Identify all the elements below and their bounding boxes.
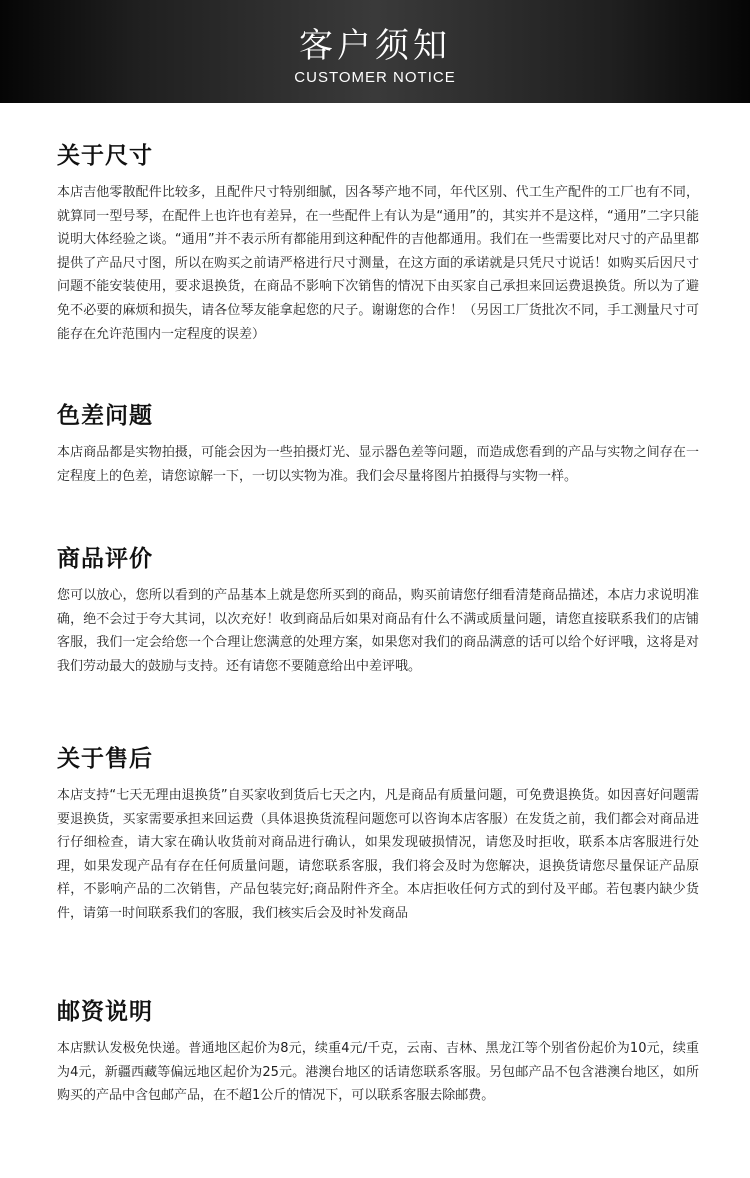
section-body: 本店吉他零散配件比较多，且配件尺寸特别细腻，因各琴产地不同，年代区别、代工生产配件的工厂也有不同，就算同一型号琴，在配件上也许也有差异，在一些配件上有认为是“通用”的，其实并不是这样，“通用”二字只能说明大体经验之谈。“通用”并不表示所有都能用到这种配件的吉他都通用。我们在一些需要比对尺寸的产品里都提供了产品尺寸图，所以在购买之前请严格进行尺寸测量，在这方面的承诺就是只凭尺寸说话！如购买后因尺寸问题不能安装使用，要求退换货，在商品不影响下次销售的情况下由买家自己承担来回运费退换货。所以为了避免不必要的麻烦和损失，请各位琴友能拿起您的尺子。谢谢您的合作！（另因工厂货批次不同，手工测量尺寸可能存在允许范围内一定程度的误差） bbox=[57, 185, 699, 342]
section-after-sales bbox=[57, 744, 699, 926]
section-body: 本店默认发极免快递。普通地区起价为8元，续重4元/千克，云南、吉林、黑龙江等个别省份起价为10元，续重为4元，新疆西藏等偏远地区起价为25元。港澳台地区的话请您联系客服。另包邮产品不包含港澳台地区，如所购买的产品中含包邮产品，在不超1公斤的情况下，可以联系客服去除邮费。 bbox=[57, 1041, 699, 1104]
banner-subtitle: CUSTOMER NOTICE bbox=[294, 69, 456, 86]
customer-notice-banner bbox=[0, 0, 750, 103]
banner-title: 客户须知 bbox=[299, 26, 451, 66]
section-body: 本店商品都是实物拍摄，可能会因为一些拍摄灯光、显示器色差等问题，而造成您看到的产品与实物之间存在一定程度上的色差，请您谅解一下，一切以实物为准。我们会尽量将图片拍摄得与实物一样。 bbox=[57, 445, 699, 484]
section-heading: 商品评价 bbox=[57, 546, 153, 572]
section-heading: 色差问题 bbox=[57, 403, 153, 429]
section-body: 您可以放心，您所以看到的产品基本上就是您所买到的商品，购买前请您仔细看清楚商品描述，本店力求说明准确，绝不会过于夸大其词，以次充好！收到商品后如果对商品有什么不满或质量问题，请您直接联系我们的店铺客服，我们一定会给您一个合理让您满意的处理方案，如果您对我们的商品满意的话可以给个好评哦，这将是对我们劳动最大的鼓励与支持。还有请您不要随意给出中差评哦。 bbox=[57, 588, 699, 674]
section-postage bbox=[57, 997, 699, 1108]
section-heading: 邮资说明 bbox=[57, 999, 153, 1025]
section-size bbox=[57, 141, 699, 346]
section-body: 本店支持“七天无理由退换货”自买家收到货后七天之内，凡是商品有质量问题，可免费退换货。如因喜好问题需要退换货，买家需要承担来回运费（具体退换货流程问题您可以咨询本店客服）在发货之前，我们都会对商品进行仔细检查，请大家在确认收货前对商品进行确认，如果发现破损情况，请您及时拒收，联系本店客服进行处理，如果发现产品有存在任何质量问题，请您联系客服，我们将会及时为您解决，退换货请您尽量保证产品原样，不影响产品的二次销售，产品包装完好;商品附件齐全。本店拒收任何方式的到付及平邮。若包裹内缺少货件，请第一时间联系我们的客服，我们核实后会及时补发商品 bbox=[57, 788, 699, 921]
section-product-review bbox=[57, 544, 699, 678]
section-color-difference bbox=[57, 401, 699, 488]
section-heading: 关于售后 bbox=[57, 746, 153, 772]
section-heading: 关于尺寸 bbox=[57, 143, 153, 169]
